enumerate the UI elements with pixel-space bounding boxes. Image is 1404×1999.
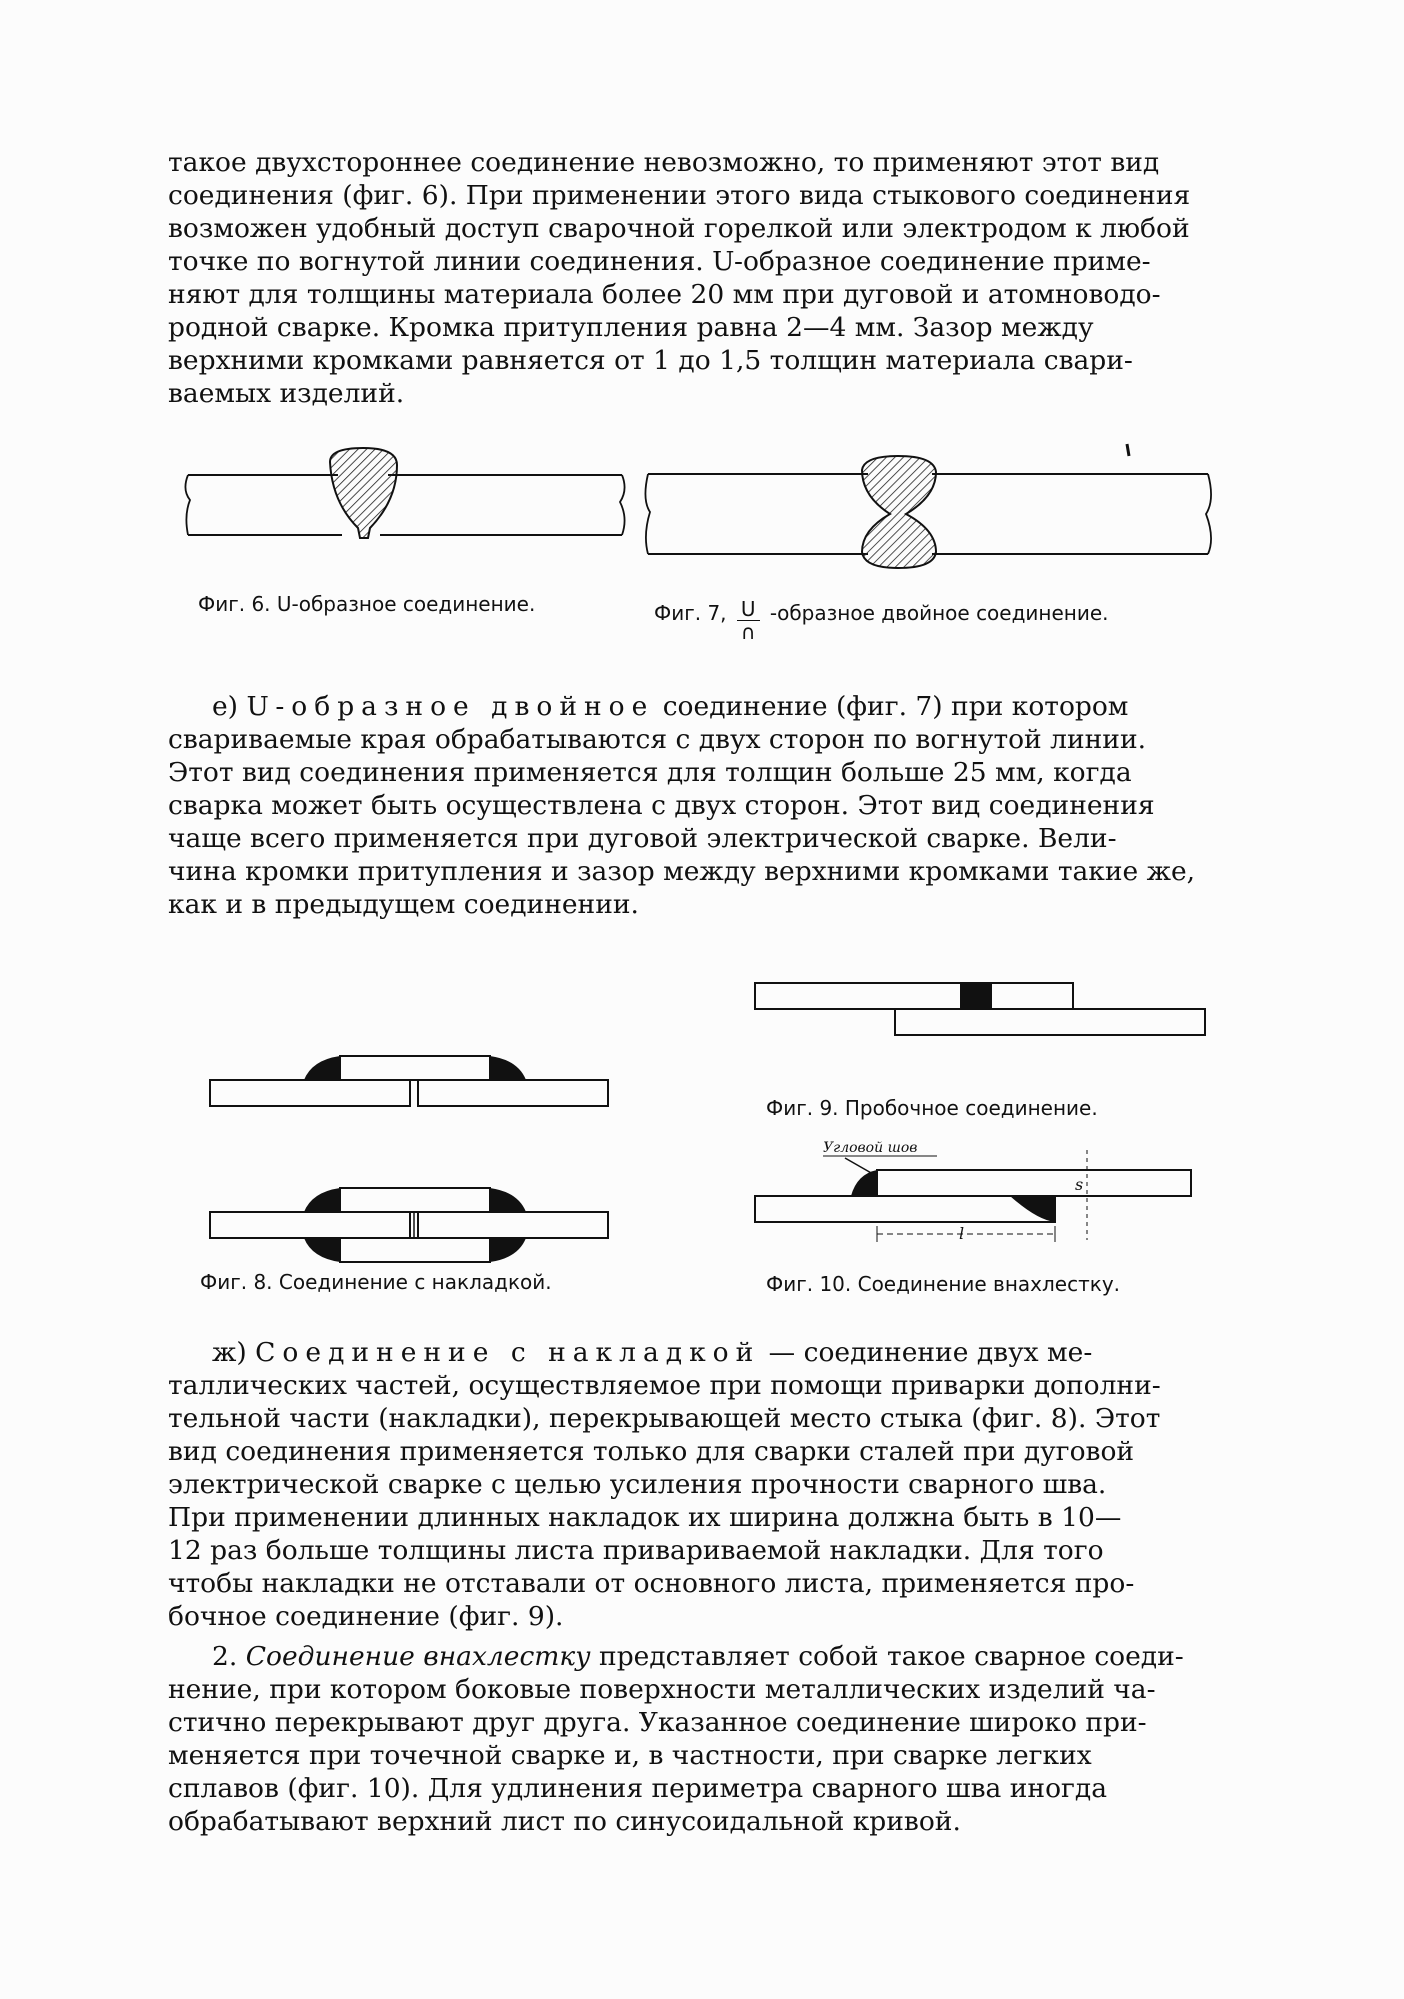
text-line: верхними кромками равняется от 1 до 1,5 толщин материала свари- bbox=[168, 345, 1133, 376]
figure-7-caption-suffix: -образное двойное соединение. bbox=[769, 601, 1109, 625]
text-line: соединение (фиг. 7) при котором bbox=[654, 691, 1129, 722]
figure-6-caption: Фиг. 6. U-образное соединение. bbox=[198, 592, 536, 616]
item-number: 2. bbox=[212, 1641, 238, 1672]
term-cover-plate: Соединение с накладкой bbox=[255, 1337, 761, 1368]
text-line: няют для толщины материала более 20 мм при дуговой и атомноводо- bbox=[168, 279, 1161, 310]
text-line: представляет собой такое сварное соеди- bbox=[590, 1641, 1184, 1672]
text-line bbox=[168, 690, 1230, 723]
text-line: нение, при котором боковые поверхности металлических изделий ча- bbox=[168, 1674, 1156, 1705]
text-line: меняется при точечной сварке и, в частности, при сварке легких bbox=[168, 1740, 1092, 1771]
figure-9-plug-joint bbox=[745, 975, 1215, 1055]
text-line: тельной части (накладки), перекрывающей место стыка (фиг. 8). Этот bbox=[168, 1403, 1161, 1434]
text-line: чина кромки притупления и зазор между верхними кромками такие же, bbox=[168, 856, 1196, 887]
u-fraction-top: U bbox=[737, 598, 760, 621]
figure-8-caption: Фиг. 8. Соединение с накладкой. bbox=[200, 1270, 552, 1294]
figure-8-cover-plate-joint bbox=[200, 1040, 620, 1280]
text-line: стично перекрывают друг друга. Указанное соединение широко при- bbox=[168, 1707, 1147, 1738]
paragraph-u-joint bbox=[168, 146, 1230, 410]
text-line: обрабатывают верхний лист по синусоидальной кривой. bbox=[168, 1806, 961, 1837]
paragraph-cover-plate bbox=[168, 1336, 1230, 1633]
text-line: точке по вогнутой линии соединения. U-образное соединение приме- bbox=[168, 246, 1151, 277]
text-line: 12 раз больше толщины листа привариваемой накладки. Для того bbox=[168, 1535, 1104, 1566]
term-double-u: U-образное двойное bbox=[246, 691, 655, 722]
text-line: соединения (фиг. 6). При применении этого вида стыкового соединения bbox=[168, 180, 1191, 211]
text-line: ваемых изделий. bbox=[168, 378, 405, 409]
paragraph-lap-joint bbox=[168, 1640, 1230, 1838]
item-letter: е) bbox=[212, 691, 239, 722]
text-line: чтобы накладки не отставали от основного листа, применяется про- bbox=[168, 1568, 1135, 1599]
text-line: сплавов (фиг. 10). Для удлинения периметра сварного шва иногда bbox=[168, 1773, 1108, 1804]
figure-7-double-u-joint bbox=[640, 440, 1220, 570]
text-line: электрической сварке с целью усиления прочности сварного шва. bbox=[168, 1469, 1107, 1500]
text-line: таллических частей, осуществляемое при помощи приварки дополни- bbox=[168, 1370, 1161, 1401]
text-line: Этот вид соединения применяется для толщин больше 25 мм, когда bbox=[168, 757, 1132, 788]
item-letter: ж) bbox=[212, 1337, 247, 1368]
dim-overlap-length: l bbox=[959, 1224, 965, 1243]
figure-10-lap-joint bbox=[745, 1130, 1215, 1260]
text-line: бочное соединение (фиг. 9). bbox=[168, 1601, 564, 1632]
text-line: сварка может быть осуществлена с двух сторон. Этот вид соединения bbox=[168, 790, 1155, 821]
text-line: родной сварке. Кромка притупления равна 2—4 мм. Зазор между bbox=[168, 312, 1094, 343]
text-line: чаще всего применяется при дуговой электрической сварке. Вели- bbox=[168, 823, 1117, 854]
term-lap-joint: Соединение внахлестку bbox=[245, 1641, 591, 1672]
text-line: как и в предыдущем соединении. bbox=[168, 889, 639, 920]
u-fraction bbox=[737, 598, 760, 643]
text-line: вид соединения применяется только для сварки сталей при дуговой bbox=[168, 1436, 1135, 1467]
text-line: свариваемые края обрабатываются с двух сторон по вогнутой линии. bbox=[168, 724, 1147, 755]
text-line bbox=[168, 1336, 1230, 1369]
u-fraction-bottom: ∩ bbox=[740, 620, 756, 644]
dim-thickness: s bbox=[1075, 1175, 1084, 1194]
figure-6-u-joint bbox=[180, 440, 630, 550]
paragraph-double-u-joint bbox=[168, 690, 1230, 921]
text-line: такое двухстороннее соединение невозможно, то применяют этот вид bbox=[168, 147, 1160, 178]
figure-10-caption: Фиг. 10. Соединение внахлестку. bbox=[766, 1272, 1121, 1296]
text-line bbox=[168, 1640, 1230, 1673]
text-line: При применении длинных накладок их ширина должна быть в 10— bbox=[168, 1502, 1122, 1533]
text-line: — соединение двух ме- bbox=[760, 1337, 1093, 1368]
figure-7-caption bbox=[654, 592, 1109, 644]
figure-7-caption-prefix: Фиг. 7, bbox=[654, 601, 727, 625]
text-line: возможен удобный доступ сварочной горелкой или электродом к любой bbox=[168, 213, 1190, 244]
figure-9-caption: Фиг. 9. Пробочное соединение. bbox=[766, 1096, 1098, 1120]
fillet-weld-label: Угловой шов bbox=[823, 1140, 918, 1156]
